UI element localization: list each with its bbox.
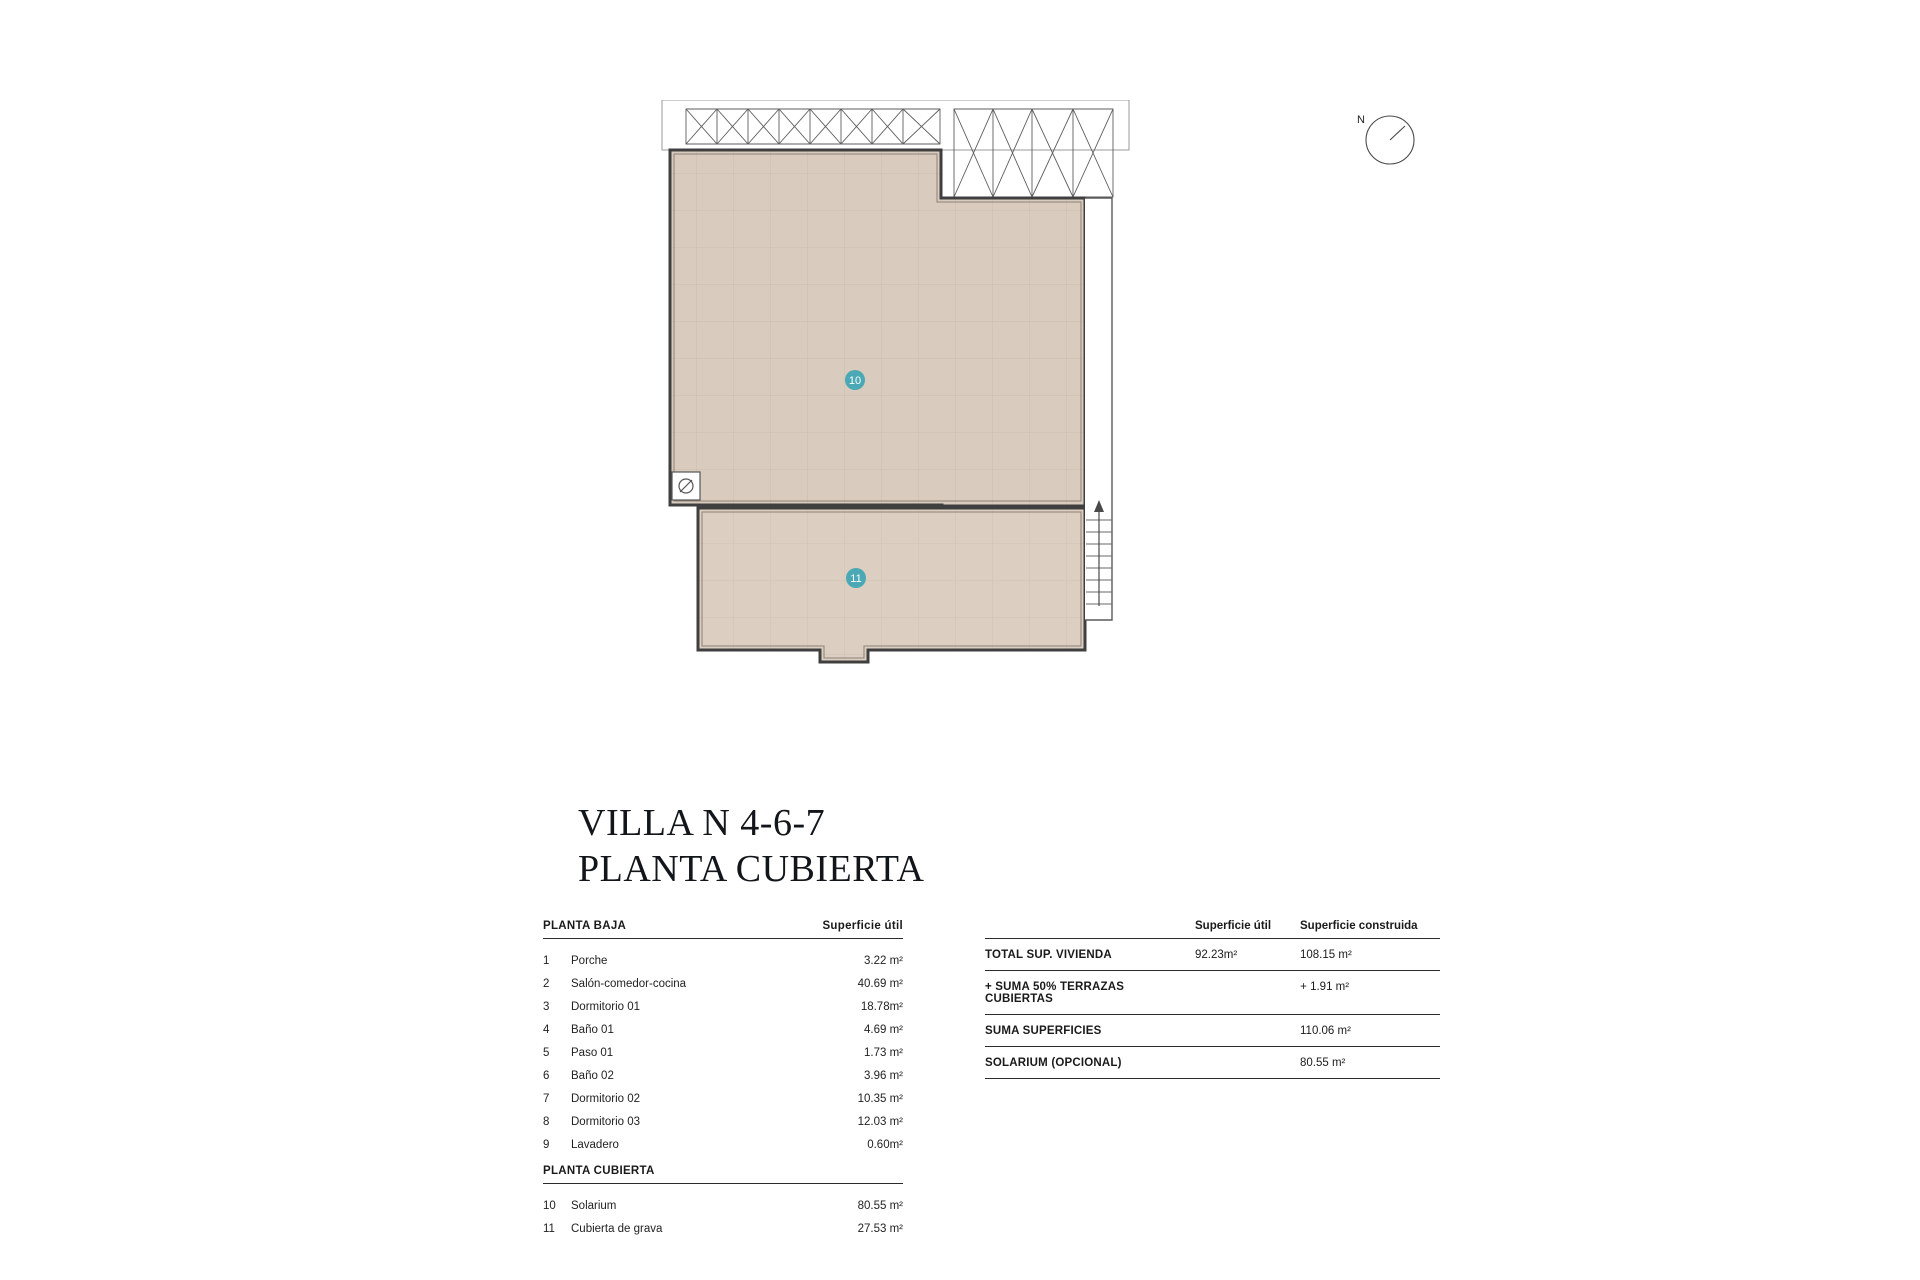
plan-tag-11-label: 11	[850, 573, 862, 585]
legend-row-area: 27.53 m²	[857, 1222, 903, 1235]
legend-row-number: 8	[543, 1115, 550, 1128]
legend-row-area: 1.73 m²	[864, 1046, 903, 1059]
legend-row-name: Baño 02	[571, 1069, 614, 1082]
table-row	[985, 970, 1440, 1014]
list-item	[543, 1110, 903, 1133]
legend-row-area: 12.03 m²	[857, 1115, 903, 1128]
legend-row-name: Baño 01	[571, 1023, 614, 1036]
legend-col-area: Superficie útil	[822, 920, 903, 932]
legend-row-number: 1	[543, 954, 550, 967]
table-row	[985, 938, 1440, 970]
list-item	[543, 1194, 903, 1217]
legend-row-name: Cubierta de grava	[571, 1222, 663, 1235]
plan-tag-11	[846, 568, 866, 588]
totals-col-util: Superficie útil	[1195, 920, 1272, 932]
plan-area-solarium	[670, 150, 1085, 506]
totals-row-constr: 110.06 m²	[1300, 1025, 1351, 1037]
totals-col-constr: Superficie construida	[1300, 920, 1418, 932]
table-row	[985, 1046, 1440, 1079]
legend-row-number: 3	[543, 1000, 550, 1013]
legend-row-name: Porche	[571, 954, 608, 967]
legend-row-area: 18.78m²	[860, 1000, 903, 1013]
totals-header	[985, 920, 1440, 938]
legend-row-area: 40.69 m²	[857, 977, 903, 990]
table-row	[985, 1014, 1440, 1046]
legend-rows-roof-floor	[543, 1184, 903, 1240]
plan-area-gravel-roof	[698, 508, 1085, 662]
legend-row-name: Dormitorio 02	[571, 1092, 641, 1105]
legend-row-number: 2	[543, 977, 550, 990]
legend-section-title-2: PLANTA CUBIERTA	[543, 1156, 903, 1184]
plan-tag-10-label: 10	[848, 375, 862, 387]
compass-rose	[1345, 105, 1435, 175]
legend-header	[543, 920, 903, 939]
legend-row-number: 10	[543, 1199, 556, 1212]
list-item	[543, 949, 903, 972]
legend-row-name: Salón-comedor-cocina	[571, 977, 687, 990]
list-item	[543, 1041, 903, 1064]
legend-row-number: 11	[543, 1222, 555, 1235]
page-title	[578, 800, 1278, 893]
list-item	[543, 1133, 903, 1156]
legend-row-name: Lavadero	[571, 1138, 619, 1151]
list-item	[543, 1018, 903, 1041]
legend-row-name: Dormitorio 01	[571, 1000, 641, 1013]
legend-row-area: 80.55 m²	[857, 1199, 903, 1212]
legend-row-name: Dormitorio 03	[571, 1115, 641, 1128]
legend-row-area: 3.96 m²	[864, 1069, 903, 1082]
legend-rows-ground-floor	[543, 939, 903, 1156]
list-item	[543, 1217, 903, 1240]
legend-table	[543, 920, 903, 1240]
list-item	[543, 972, 903, 995]
totals-row-label: SOLARIUM (OPCIONAL)	[985, 1057, 1122, 1069]
legend-row-number: 4	[543, 1023, 550, 1036]
compass-north-label: N	[1357, 114, 1365, 126]
totals-row-constr: + 1.91 m²	[1300, 981, 1350, 993]
legend-row-area: 4.69 m²	[864, 1023, 903, 1036]
legend-row-area: 10.35 m²	[857, 1092, 903, 1105]
plan-stairs	[1085, 198, 1112, 620]
totals-row-label: SUMA SUPERFICIES	[985, 1025, 1102, 1037]
legend-row-name: Paso 01	[571, 1046, 614, 1059]
legend-row-area: 3.22 m²	[864, 954, 903, 967]
totals-row-util: 92.23m²	[1195, 949, 1238, 961]
totals-row-constr: 108.15 m²	[1300, 949, 1352, 961]
plan-tag-10	[845, 370, 865, 390]
legend-row-name: Solarium	[571, 1199, 617, 1212]
list-item	[543, 1064, 903, 1087]
legend-row-number: 9	[543, 1138, 550, 1151]
title-line-2: PLANTA CUBIERTA	[578, 848, 925, 891]
totals-row-constr: 80.55 m²	[1300, 1057, 1346, 1069]
title-line-1: VILLA N 4-6-7	[578, 802, 826, 844]
totals-row-label: + SUMA 50% TERRAZAS CUBIERTAS	[985, 981, 1125, 1005]
legend-row-number: 6	[543, 1069, 550, 1082]
floor-plan	[660, 100, 1260, 790]
legend-row-area: 0.60m²	[867, 1138, 903, 1151]
plan-drain-icon	[672, 472, 700, 500]
legend-row-number: 7	[543, 1092, 550, 1105]
legend-row-number: 5	[543, 1046, 550, 1059]
totals-row-label: TOTAL SUP. VIVIENDA	[985, 949, 1112, 961]
totals-table	[985, 920, 1440, 1079]
list-item	[543, 1087, 903, 1110]
list-item	[543, 995, 903, 1018]
legend-section-title: PLANTA BAJA	[543, 920, 627, 932]
